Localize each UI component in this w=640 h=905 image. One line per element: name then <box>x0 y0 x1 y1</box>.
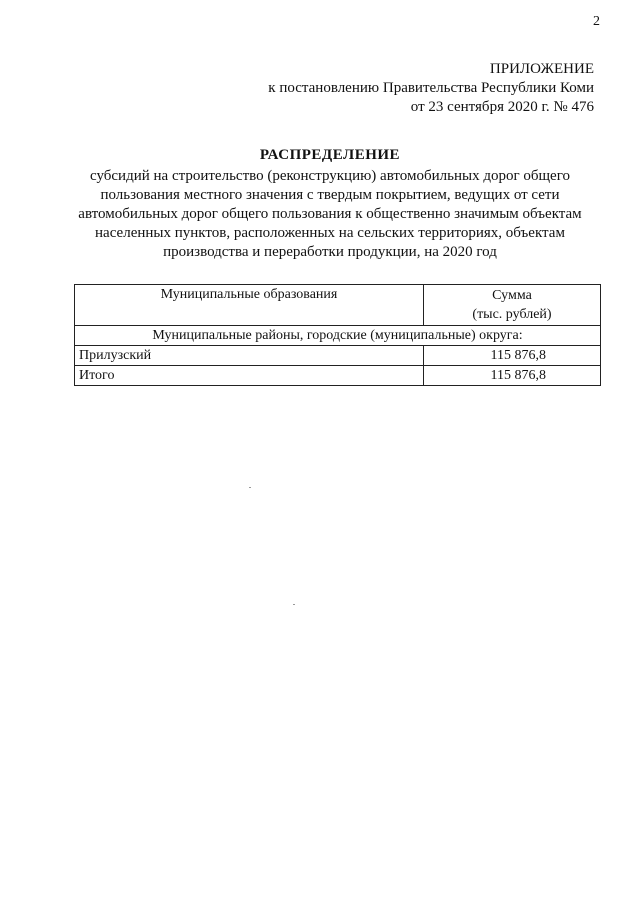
group-label: Муниципальные районы, городские (муниципальные) округа: <box>75 326 601 346</box>
appendix-block <box>174 60 594 117</box>
subtitle-line: субсидий на строительство (реконструкцию) автомобильных дорог общего <box>90 168 570 184</box>
scan-speck <box>249 487 251 488</box>
header-municipalities: Муниципальные образования <box>75 285 424 326</box>
appendix-label: ПРИЛОЖЕНИЕ <box>489 61 594 77</box>
total-label: Итого <box>75 366 424 386</box>
municipality-sum: 115 876,8 <box>424 346 601 366</box>
document-subtitle <box>70 167 590 262</box>
subtitle-line: производства и переработки продукции, на 2020 год <box>163 244 497 260</box>
title-block <box>70 146 590 262</box>
appendix-resolution-line: к постановлению Правительства Республики Коми <box>268 80 594 96</box>
header-sum <box>424 285 601 326</box>
header-sum-unit: (тыс. рублей) <box>472 307 552 322</box>
page-number: 2 <box>593 14 600 29</box>
scan-speck <box>293 604 295 605</box>
table-header-row <box>75 285 601 326</box>
document-title: РАСПРЕДЕЛЕНИЕ <box>259 147 401 163</box>
distribution-table <box>74 284 601 386</box>
group-row <box>75 326 601 346</box>
appendix-date-line: от 23 сентября 2020 г. № 476 <box>410 99 594 115</box>
subtitle-line: автомобильных дорог общего пользования к общественно значимым объектам <box>78 206 582 222</box>
municipality-name: Прилузский <box>75 346 424 366</box>
header-sum-label: Сумма <box>492 288 532 303</box>
subtitle-line: населенных пунктов, расположенных на сельских территориях, объектам <box>95 225 565 241</box>
subtitle-line: пользования местного значения с твердым покрытием, ведущих от сети <box>100 187 560 203</box>
total-sum: 115 876,8 <box>424 366 601 386</box>
table-row <box>75 366 601 386</box>
table-row <box>75 346 601 366</box>
